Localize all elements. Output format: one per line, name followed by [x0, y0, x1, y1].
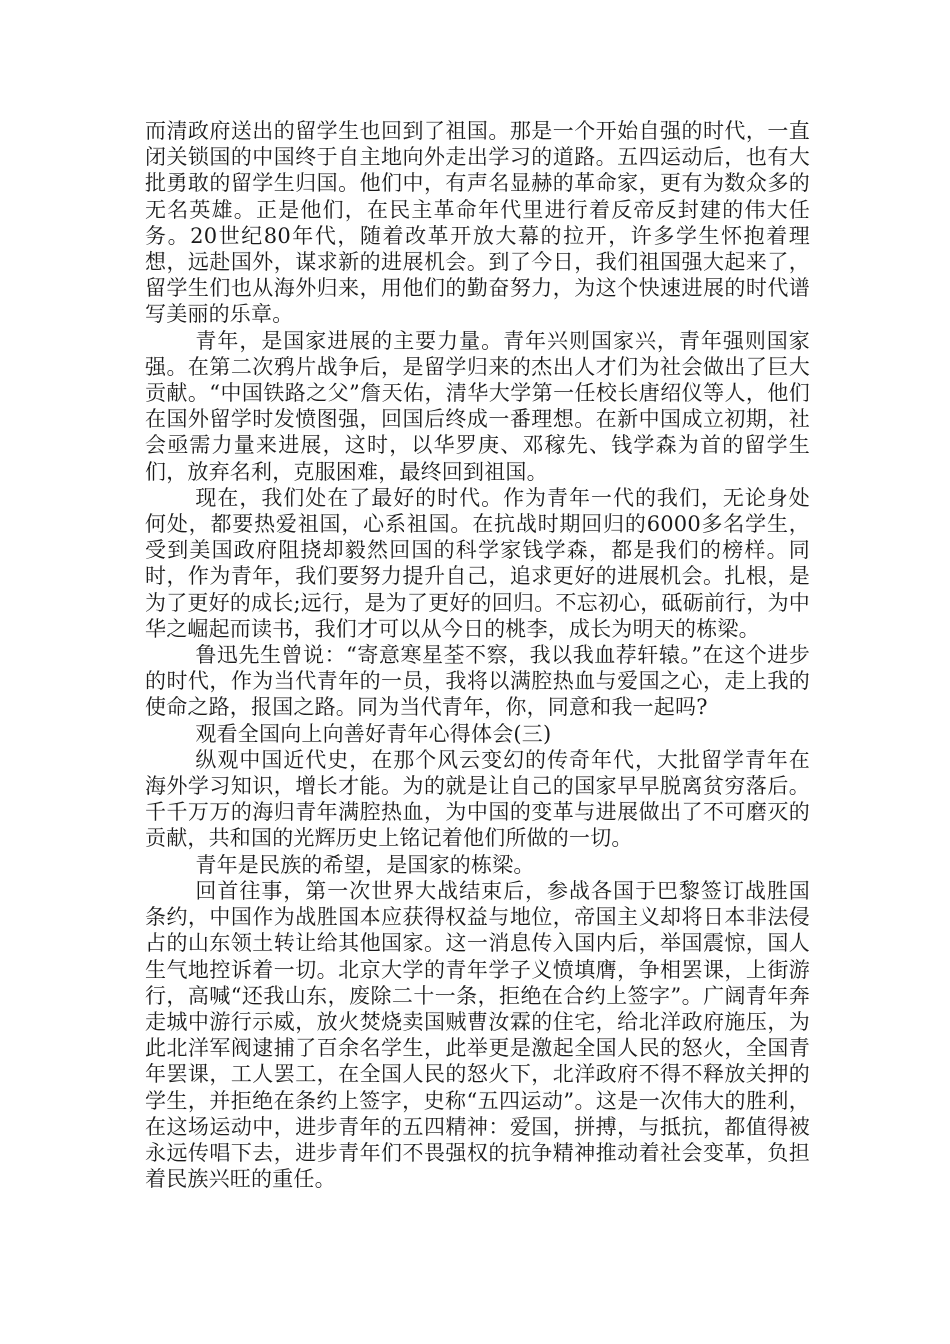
- paragraph-3: 现在，我们处在了最好的时代。作为青年一代的我们，无论身处何处，都要热爱祖国，心系祖国。在抗战时期回归的6000多名学生，受到美国政府阻挠却毅然回国的科学家钱学森，都是我们的榜样。同时，作为青年，我们要努力提升自己，追求更好的进展机会。扎根，是为了更好的成长;远行，是为了更好的回归。不忘初心，砥砺前行，为中华之崛起而读书，我们才可以从今日的桃李，成长为明天的栋梁。: [145, 485, 810, 641]
- section-heading: 观看全国向上向善好青年心得体会(三): [195, 721, 552, 746]
- paragraph-5: 纵观中国近代史，在那个风云变幻的传奇年代，大批留学青年在海外学习知识，增长才能。为的就是让自己的国家早早脱离贫穷落后。千千万万的海归青年满腔热血，为中国的变革与进展做出了不可磨灭的贡献，共和国的光辉历史上铭记着他们所做的一切。: [145, 747, 810, 851]
- paragraph-1: 而清政府送出的留学生也回到了祖国。那是一个开始自强的时代，一直闭关锁国的中国终于自主地向外走出学习的道路。五四运动后，也有大批勇敢的留学生归国。他们中，有声名显赫的革命家，更有为数众多的无名英雄。正是他们，在民主革命年代里进行着反帝反封建的伟大任务。20世纪80年代，随着改革开放大幕的拉开，许多学生怀抱着理想，远赴国外，谋求新的进展机会。到了今日，我们祖国强大起来了，留学生们也从海外归来，用他们的勤奋努力，为这个快速进展的时代谱写美丽的乐章。: [145, 119, 810, 327]
- paragraph-7: 回首往事，第一次世界大战结束后，参战各国于巴黎签订战胜国条约，中国作为战胜国本应获得权益与地位，帝国主义却将日本非法侵占的山东领土转让给其他国家。这一消息传入国内后，举国震惊，国人生气地控诉着一切。北京大学的青年学子义愤填膺，争相罢课，上街游行，高喊“还我山东，废除二十一条，拒绝在合约上签字”。广阔青年奔走城中游行示威，放火焚烧卖国贼曹汝霖的住宅，给北洋政府施压，为此北洋军阀逮捕了百余名学生，此举更是激起全国人民的怒火，全国青年罢课，工人罢工，在全国人民的怒火下，北洋政府不得不释放关押的学生，并拒绝在条约上签字，史称“五四运动”。这是一次伟大的胜利，在这场运动中，进步青年的五四精神：爱国，拼搏，与抵抗，都值得被永远传唱下去，进步青年们不畏强权的抗争精神推动着社会变革，负担着民族兴旺的重任。: [145, 878, 810, 1192]
- paragraph-2: 青年，是国家进展的主要力量。青年兴则国家兴，青年强则国家强。在第二次鸦片战争后，是留学归来的杰出人才们为社会做出了巨大贡献。“中国铁路之父”詹天佑，清华大学第一任校长唐绍仪等人，他们在国外留学时发愤图强，回国后终成一番理想。在新中国成立初期，社会亟需力量来进展，这时，以华罗庚、邓稼先、钱学森为首的留学生们，放弃名利，克服困难，最终回到祖国。: [145, 328, 810, 484]
- paragraph-4: 鲁迅先生曾说：“寄意寒星荃不察，我以我血荐轩辕。”在这个进步的时代，作为当代青年的一员，我将以满腔热血与爱国之心，走上我的使命之路，报国之路。同为当代青年，你，同意和我一起吗?: [145, 643, 810, 720]
- document-body: [145, 118, 810, 1192]
- paragraph-6: 青年是民族的希望，是国家的栋梁。: [195, 852, 535, 877]
